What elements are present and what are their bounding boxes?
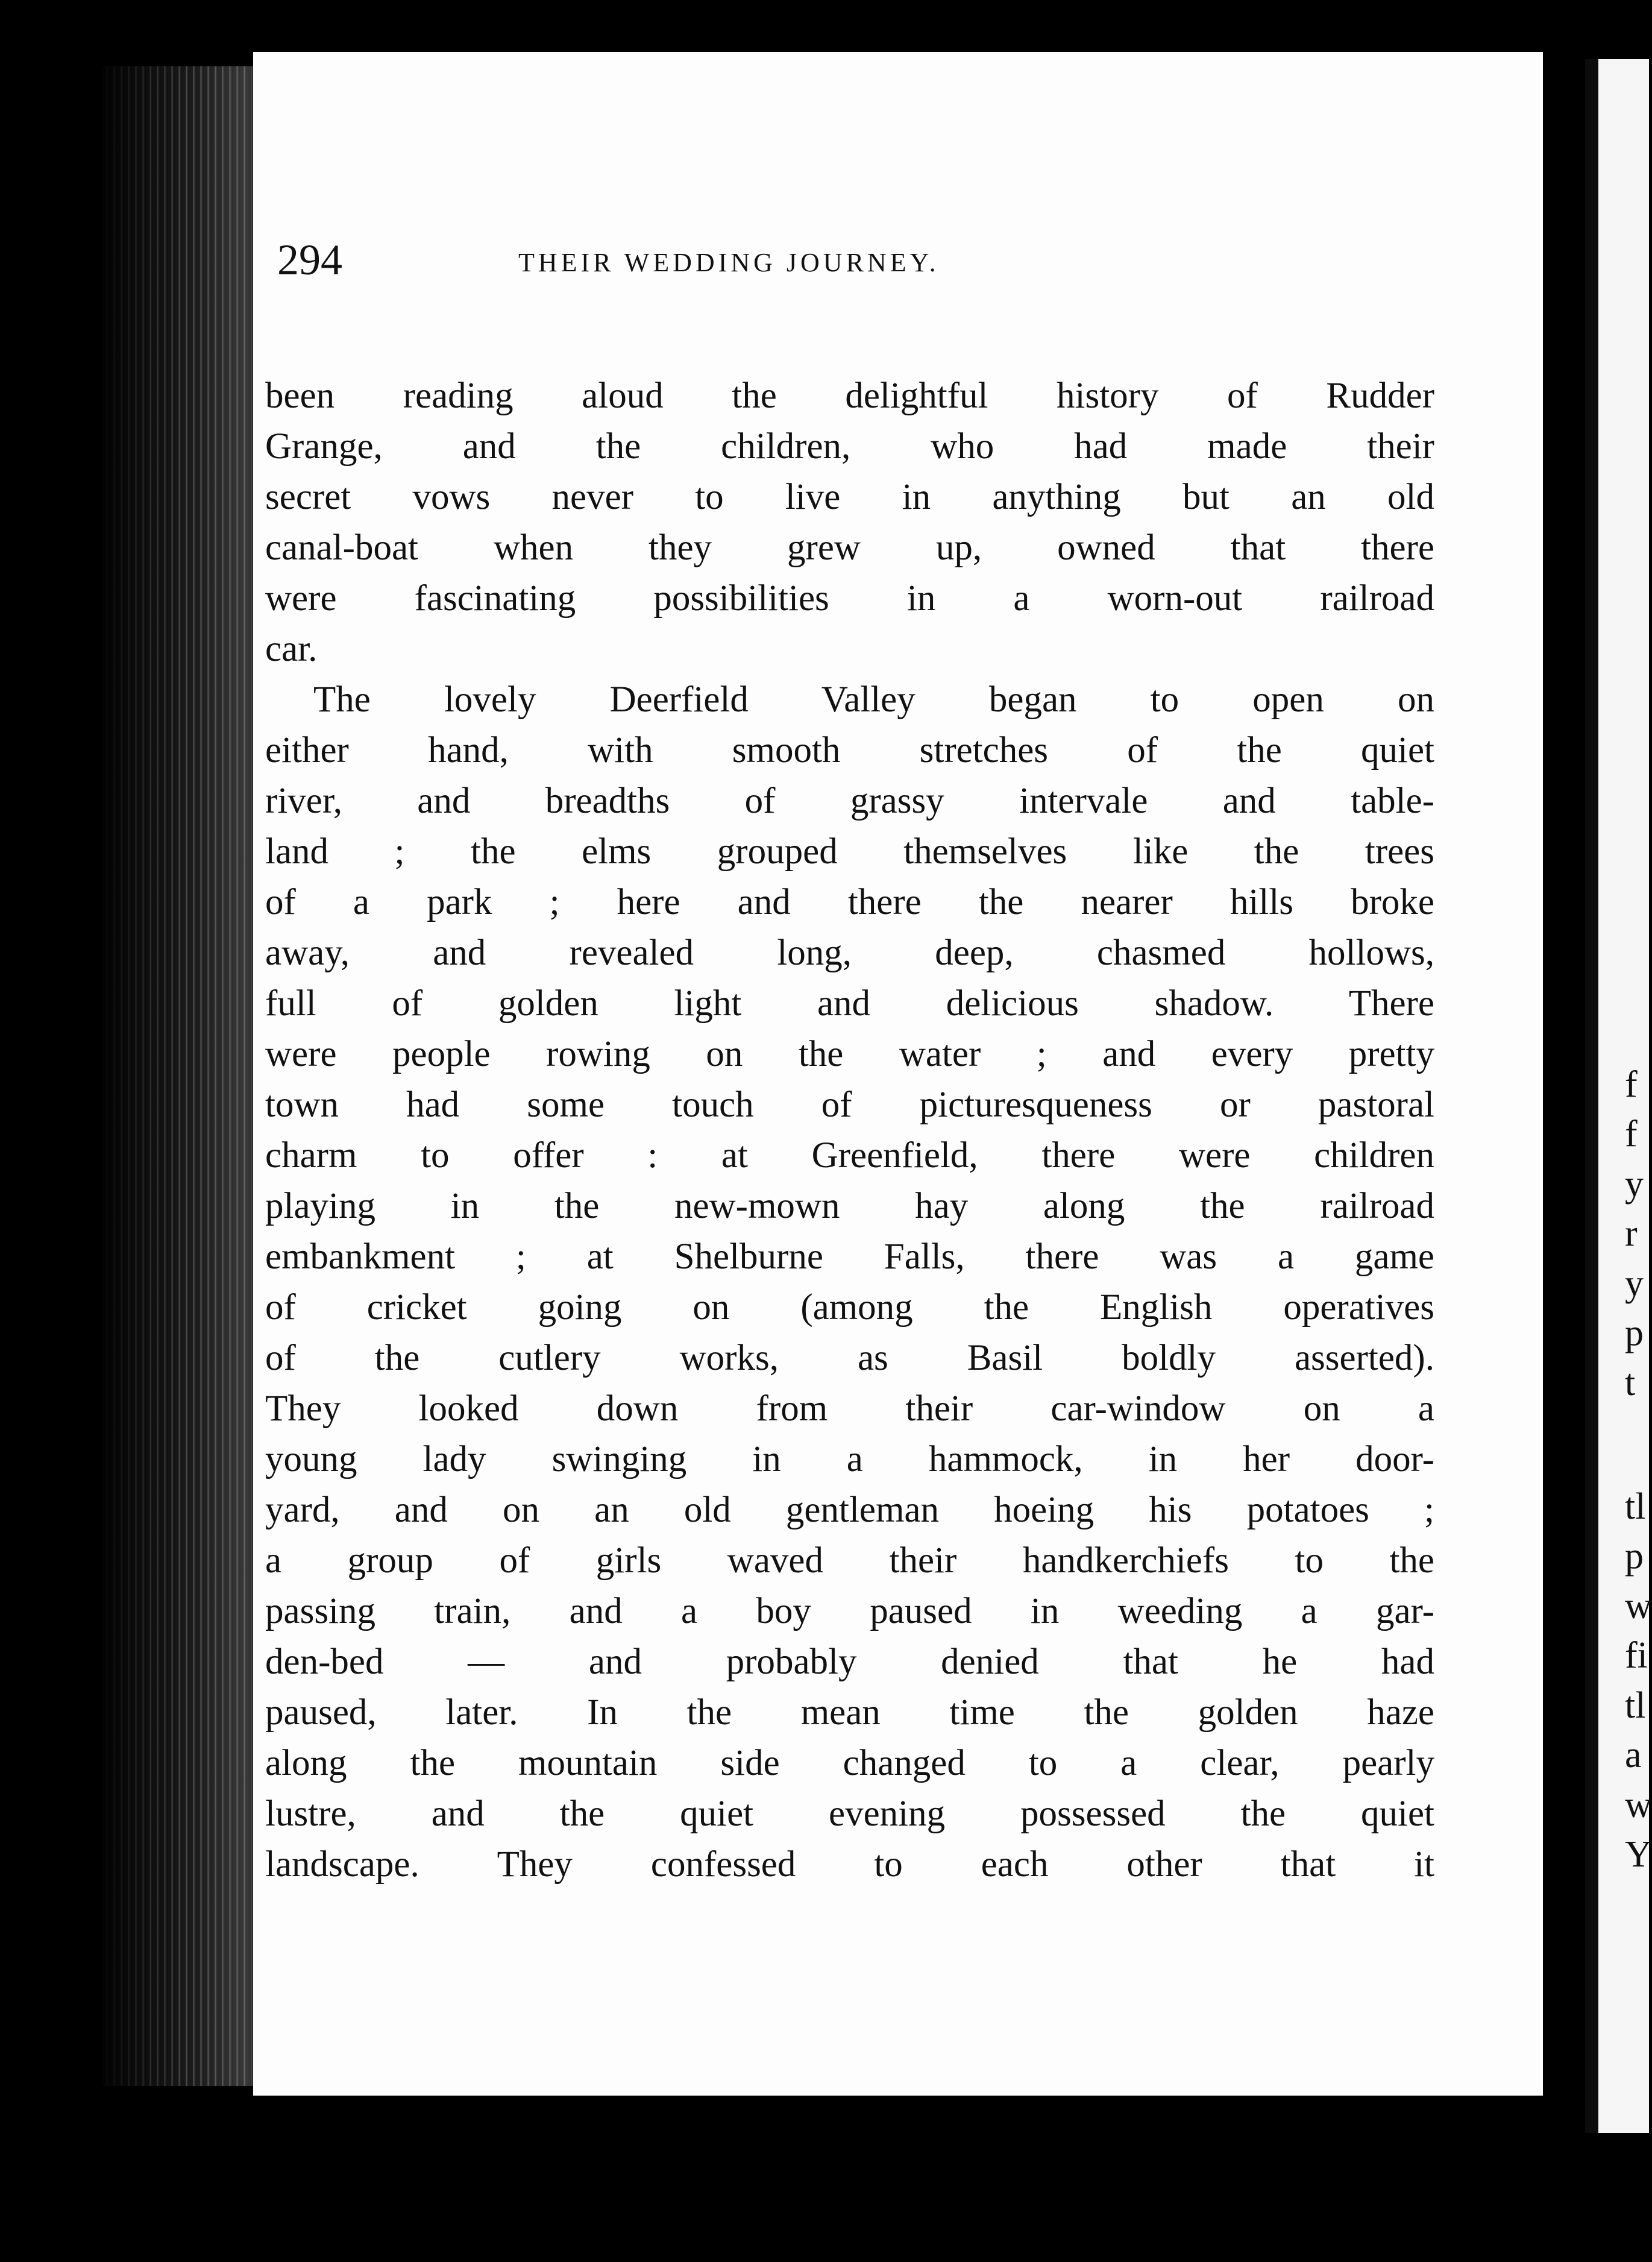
text-line: car. xyxy=(265,629,318,669)
text-line: landscape. They confessed to each other that it xyxy=(265,1844,1434,1885)
text-line: lustre, and the quiet evening possessed the quiet xyxy=(265,1794,1434,1834)
page-edges xyxy=(102,66,253,2086)
text-line: canal-boat when they grew up, owned that there xyxy=(265,528,1434,568)
facing-letter: y xyxy=(1625,1263,1644,1304)
text-line: paused, later. In the mean time the golden haze xyxy=(265,1692,1434,1733)
facing-letter: w xyxy=(1625,1785,1652,1826)
text-line: been reading aloud the delightful history of Rudder xyxy=(265,376,1434,416)
body-text xyxy=(265,371,1434,1890)
text-line: of cricket going on (among the English operatives xyxy=(265,1287,1434,1328)
text-line: along the mountain side changed to a clear, pearly xyxy=(265,1743,1434,1783)
text-line: of a park ; here and there the nearer hills broke xyxy=(265,882,1434,922)
facing-letter: f xyxy=(1625,1114,1638,1155)
text-line: secret vows never to live in anything but an old xyxy=(265,477,1434,517)
page-header xyxy=(277,235,1266,295)
facing-letter: Y xyxy=(1625,1834,1652,1875)
facing-letter: fi xyxy=(1625,1635,1648,1676)
text-line: The lovely Deerfield Valley began to open on xyxy=(313,679,1434,720)
text-line: young lady swinging in a hammock, in her door- xyxy=(265,1439,1434,1479)
text-line: playing in the new-mown hay along the railroad xyxy=(265,1186,1434,1226)
page-number: 294 xyxy=(277,236,342,284)
text-line: Grange, and the children, who had made their xyxy=(265,426,1434,467)
running-head: THEIR WEDDING JOURNEY. xyxy=(518,248,940,277)
text-line: town had some touch of picturesqueness or pastoral xyxy=(265,1085,1434,1125)
facing-letter: w xyxy=(1625,1586,1652,1627)
facing-letter: r xyxy=(1625,1213,1638,1254)
text-line: river, and breadths of grassy intervale and table- xyxy=(265,781,1434,821)
text-line: a group of girls waved their handkerchiefs to the xyxy=(265,1540,1434,1581)
text-line: were fascinating possibilities in a worn-out railroad xyxy=(265,578,1434,619)
text-line: were people rowing on the water ; and every pretty xyxy=(265,1034,1434,1074)
facing-letter: a xyxy=(1625,1734,1642,1775)
facing-letter: f xyxy=(1625,1064,1638,1105)
facing-letter: p xyxy=(1625,1536,1644,1577)
text-line: of the cutlery works, as Basil boldly asserted). xyxy=(265,1338,1434,1378)
text-line: full of golden light and delicious shadow. There xyxy=(265,983,1434,1024)
facing-letter: t xyxy=(1625,1363,1636,1404)
text-line: They looked down from their car-window on a xyxy=(265,1388,1434,1429)
text-line: embankment ; at Shelburne Falls, there was a game xyxy=(265,1237,1434,1277)
text-line: land ; the elms grouped themselves like the trees xyxy=(265,831,1434,872)
text-line: yard, and on an old gentleman hoeing his potatoes ; xyxy=(265,1490,1434,1530)
facing-page-strip xyxy=(1585,59,1652,2133)
facing-letter: y xyxy=(1625,1164,1644,1205)
text-line: charm to offer : at Greenfield, there were children xyxy=(265,1135,1434,1176)
text-line: passing train, and a boy paused in weeding a gar- xyxy=(265,1591,1434,1631)
text-line: den-bed — and probably denied that he had xyxy=(265,1642,1434,1682)
facing-letter: tl xyxy=(1625,1486,1646,1527)
text-line: either hand, with smooth stretches of the quiet xyxy=(265,730,1434,770)
text-line: away, and revealed long, deep, chasmed hollows, xyxy=(265,933,1434,973)
facing-letter: tl xyxy=(1625,1685,1646,1726)
facing-letter: p xyxy=(1625,1312,1644,1353)
